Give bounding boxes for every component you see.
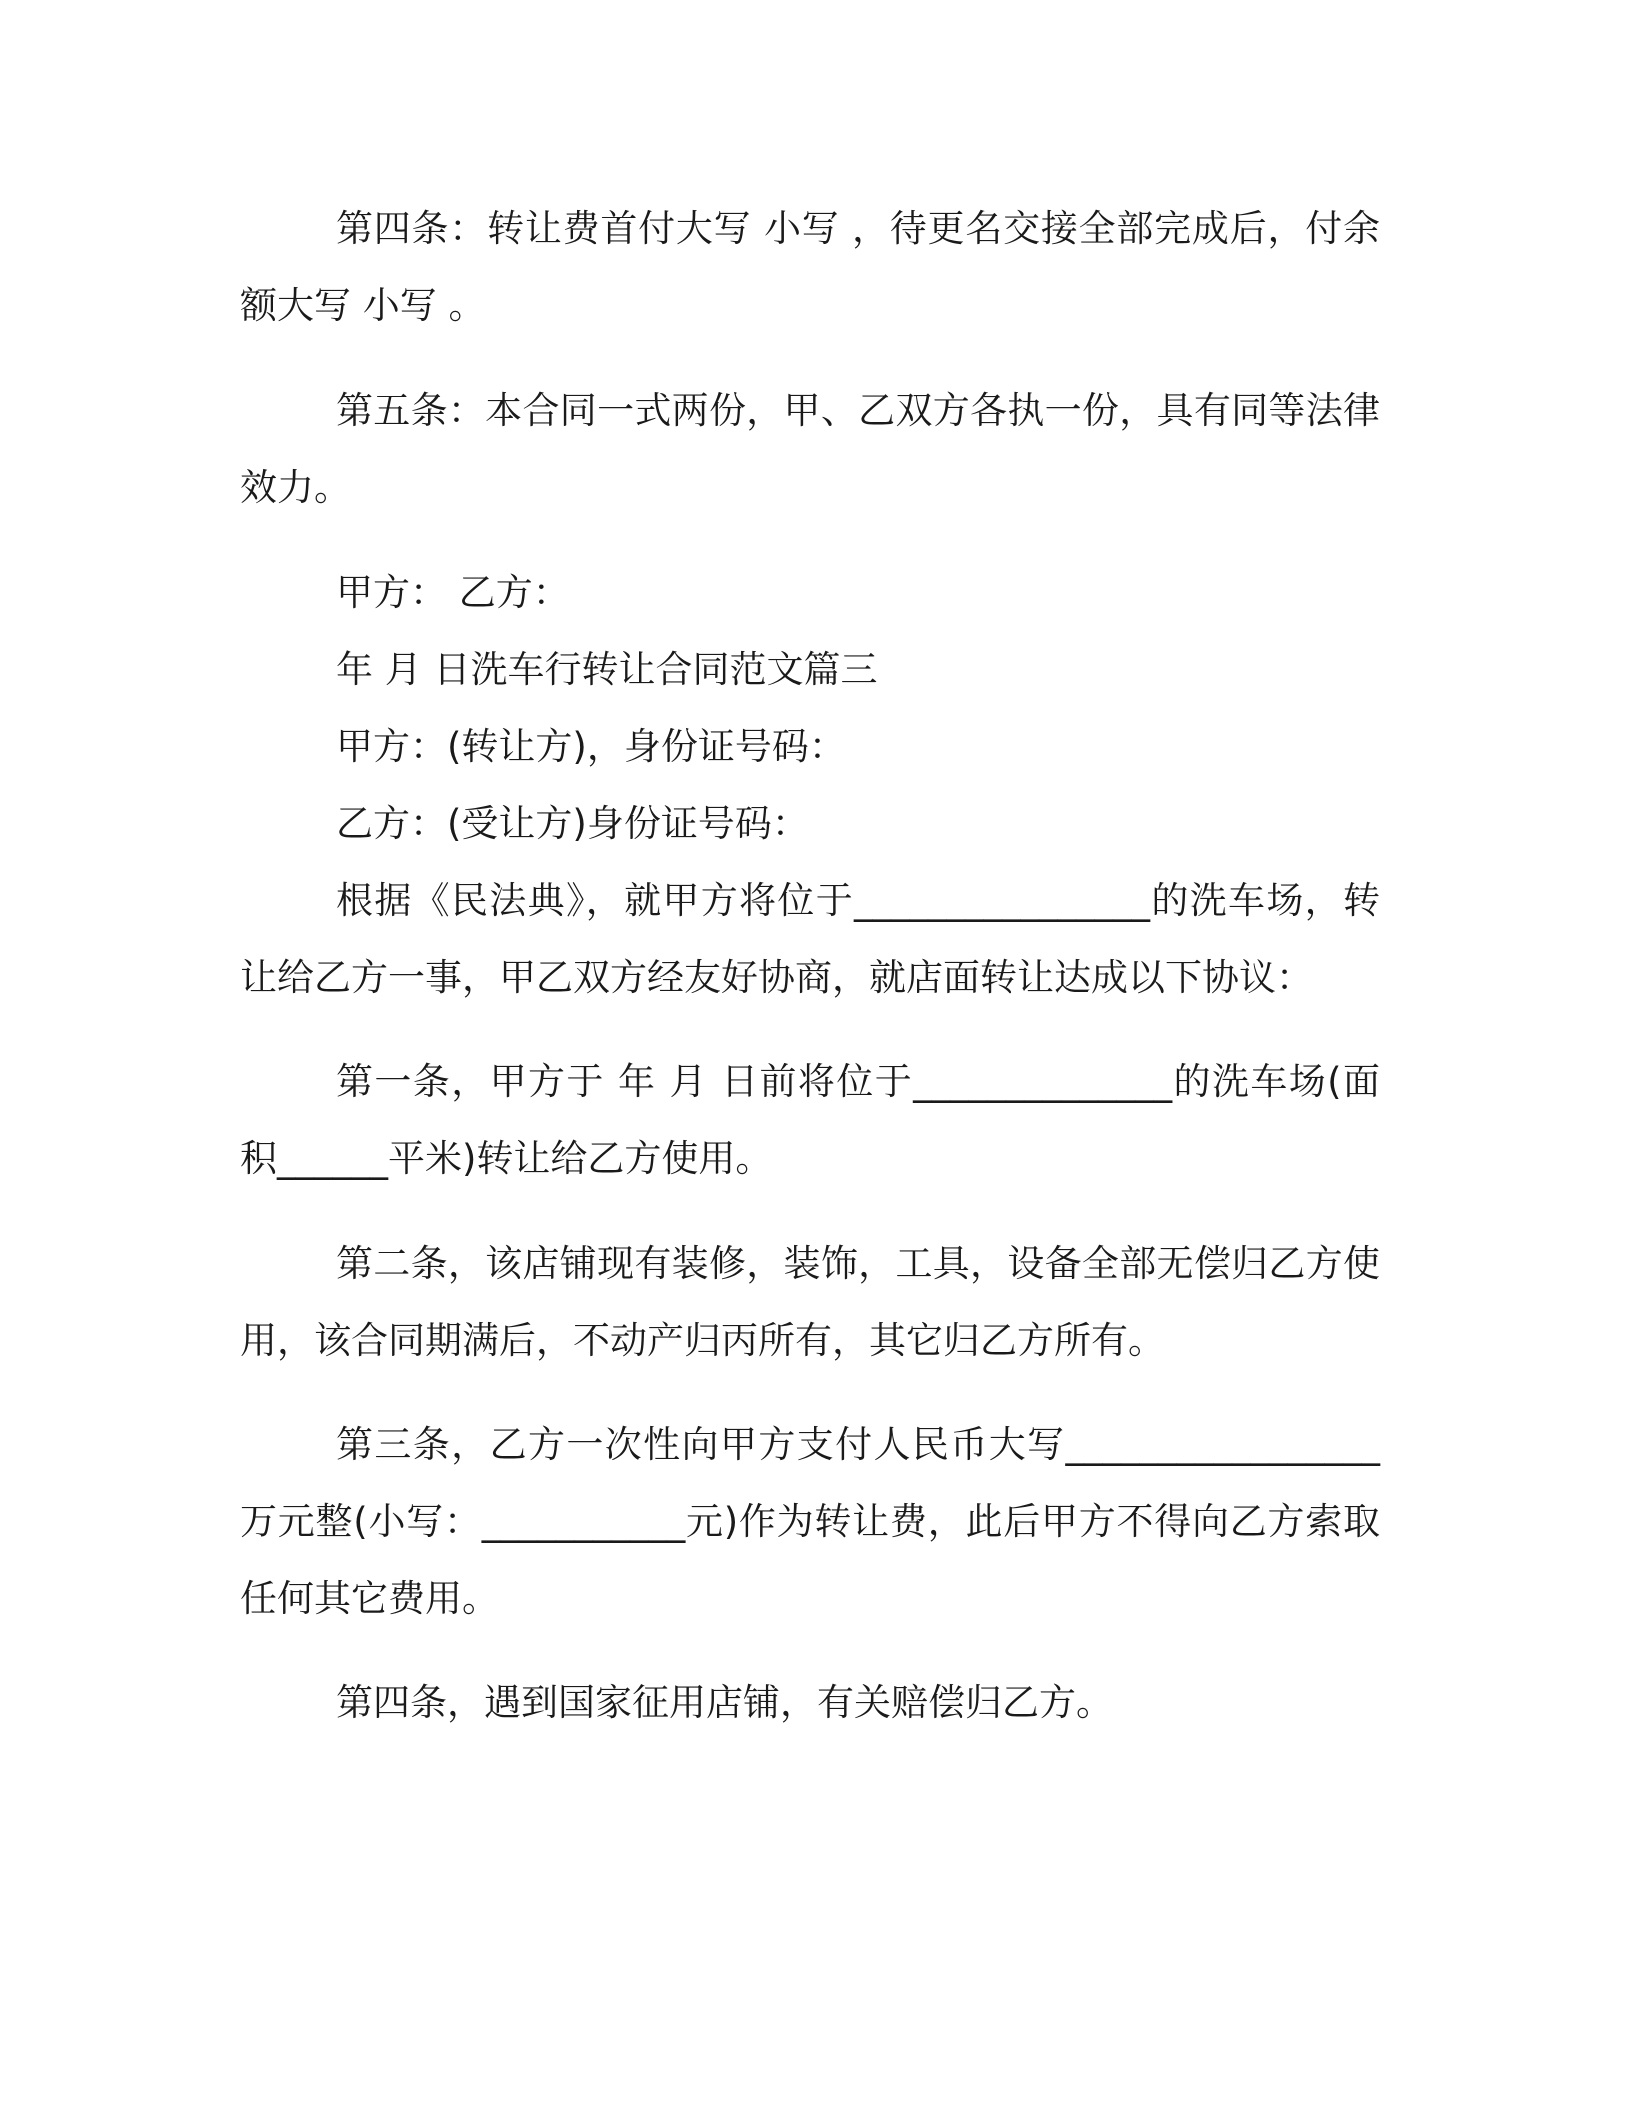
signature-line: 甲方： 乙方： bbox=[336, 571, 570, 614]
party-b-line: 乙方：(受让方)身份证号码： bbox=[336, 802, 809, 845]
clause-5-copies: 第五条：本合同一式两份，甲、乙双方各执一份，具有同等法律效力。 bbox=[240, 389, 1380, 509]
document-page bbox=[240, 190, 1380, 1741]
party-a-line: 甲方：(转让方)，身份证号码： bbox=[336, 725, 846, 768]
article-2: 第二条，该店铺现有装修，装饰，工具，设备全部无偿归乙方使用，该合同期满后，不动产归丙所有，其它归乙方所有。 bbox=[240, 1242, 1380, 1362]
clause-4-payment: 第四条：转让费首付大写 小写 ，待更名交接全部完成后，付余额大写 小写 。 bbox=[240, 207, 1380, 327]
preamble-paragraph: 根据《民法典》，就甲方将位于________________的洗车场，转让给乙方一事，甲乙双方经友好协商，就店面转让达成以下协议： bbox=[240, 879, 1380, 999]
article-4: 第四条，遇到国家征用店铺，有关赔偿归乙方。 bbox=[336, 1681, 1113, 1724]
date-and-section-title: 年 月 日洗车行转让合同范文篇三 bbox=[336, 648, 878, 691]
article-3: 第三条，乙方一次性向甲方支付人民币大写_________________万元整(小写：___________元)作为转让费，此后甲方不得向乙方索取任何其它费用。 bbox=[240, 1423, 1380, 1620]
article-1: 第一条，甲方于 年 月 日前将位于______________的洗车场(面积______平米)转让给乙方使用。 bbox=[240, 1060, 1380, 1180]
